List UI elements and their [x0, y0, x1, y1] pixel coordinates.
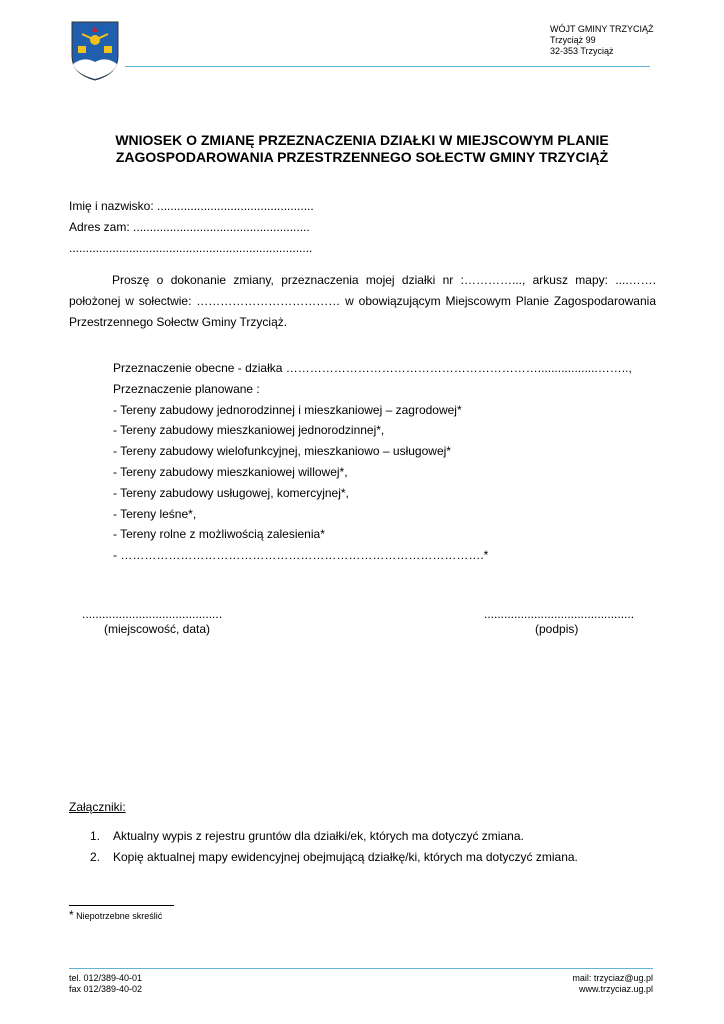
footnote-divider — [69, 905, 174, 906]
footer-mail: mail: trzyciaz@ug.pl — [572, 973, 653, 983]
name-field: Imię i nazwisko: ............................................... — [69, 199, 314, 213]
attachments-heading: Załączniki: — [69, 800, 126, 814]
attachment-text: Kopię aktualnej mapy ewidencyjnej obejmującą działkę/ki, których ma dotyczyć zmiana. — [113, 850, 578, 864]
attachment-item — [90, 847, 578, 868]
place-date-label: (miejscowość, data) — [104, 622, 211, 636]
document-title — [60, 132, 664, 166]
place-date-dots: .......................................... — [82, 607, 223, 621]
office-address — [550, 24, 654, 57]
signature-dots: ............................................. — [484, 607, 635, 621]
attachment-number: 2. — [90, 850, 101, 864]
attachment-item — [90, 826, 578, 847]
zoning-option: - Tereny zabudowy mieszkaniowej willowej*, — [113, 464, 348, 479]
office-postal: 32-353 Trzyciąż — [550, 46, 614, 56]
zoning-option: - Tereny rolne z możliwością zalesienia* — [113, 527, 325, 542]
office-name: WÓJT GMINY TRZYCIĄŻ — [550, 24, 654, 34]
footer-tel: tel. 012/389-40-01 — [69, 973, 143, 983]
footnote-text: Niepotrzebne skreślić — [73, 911, 163, 921]
request-paragraph — [69, 270, 656, 333]
footer-contact-web — [572, 973, 653, 995]
footer-fax: fax 012/389-40-02 — [69, 984, 143, 994]
zoning-option: - Tereny zabudowy wielofunkcyjnej, mieszkaniowo – usługowej* — [113, 444, 451, 459]
zoning-option: - ……………………………………………………………………………….* — [113, 548, 489, 563]
footer-www: www.trzyciaz.ug.pl — [578, 984, 653, 994]
current-zoning: Przeznaczenie obecne - działka ………………………………………………………..................…….., — [113, 361, 632, 375]
attachment-text: Aktualny wypis z rejestru gruntów dla działki/ek, których ma dotyczyć zmiana. — [113, 829, 524, 843]
address-field: Adres zam: ..................................................... — [69, 220, 310, 234]
title-line-1: WNIOSEK O ZMIANĘ PRZEZNACZENIA DZIAŁKI W MIEJSCOWYM PLANIE — [115, 132, 609, 148]
signature-label: (podpis) — [535, 622, 579, 636]
zoning-section — [113, 358, 632, 566]
attachment-number: 1. — [90, 829, 101, 843]
footer-divider — [69, 968, 653, 969]
planned-zoning-header: Przeznaczenie planowane : — [113, 381, 260, 396]
footer-contact-phone — [69, 973, 142, 995]
zoning-option: - Tereny zabudowy usługowej, komercyjnej*, — [113, 485, 349, 500]
footnote-mark: * — [69, 908, 74, 922]
zoning-option: - Tereny zabudowy mieszkaniowej jednorodzinnej*, — [113, 423, 385, 438]
attachments-list — [90, 826, 578, 868]
request-text: Proszę o dokonanie zmiany, przeznaczenia mojej działki nr :…………..., arkusz mapy: ....……. położonej w sołectwie: ……………………………… w obowiązującym Miejscowym Planie Zagospodarowania Przestrzennego Sołectw Gminy Trzyciąż. — [69, 273, 656, 329]
municipality-crest-logo — [70, 20, 120, 82]
header-divider — [125, 66, 650, 67]
zoning-option: - Tereny leśne*, — [113, 506, 197, 521]
zoning-option: - Tereny zabudowy jednorodzinnej i mieszkaniowej – zagrodowej* — [113, 402, 462, 417]
office-street: Trzyciąż 99 — [550, 35, 596, 45]
address-field-continued: ......................................................................... — [69, 241, 313, 255]
title-line-2: ZAGOSPODAROWANIA PRZESTRZENNEGO SOŁECTW GMINY TRZYCIĄŻ — [115, 149, 609, 165]
footnote — [69, 908, 162, 922]
